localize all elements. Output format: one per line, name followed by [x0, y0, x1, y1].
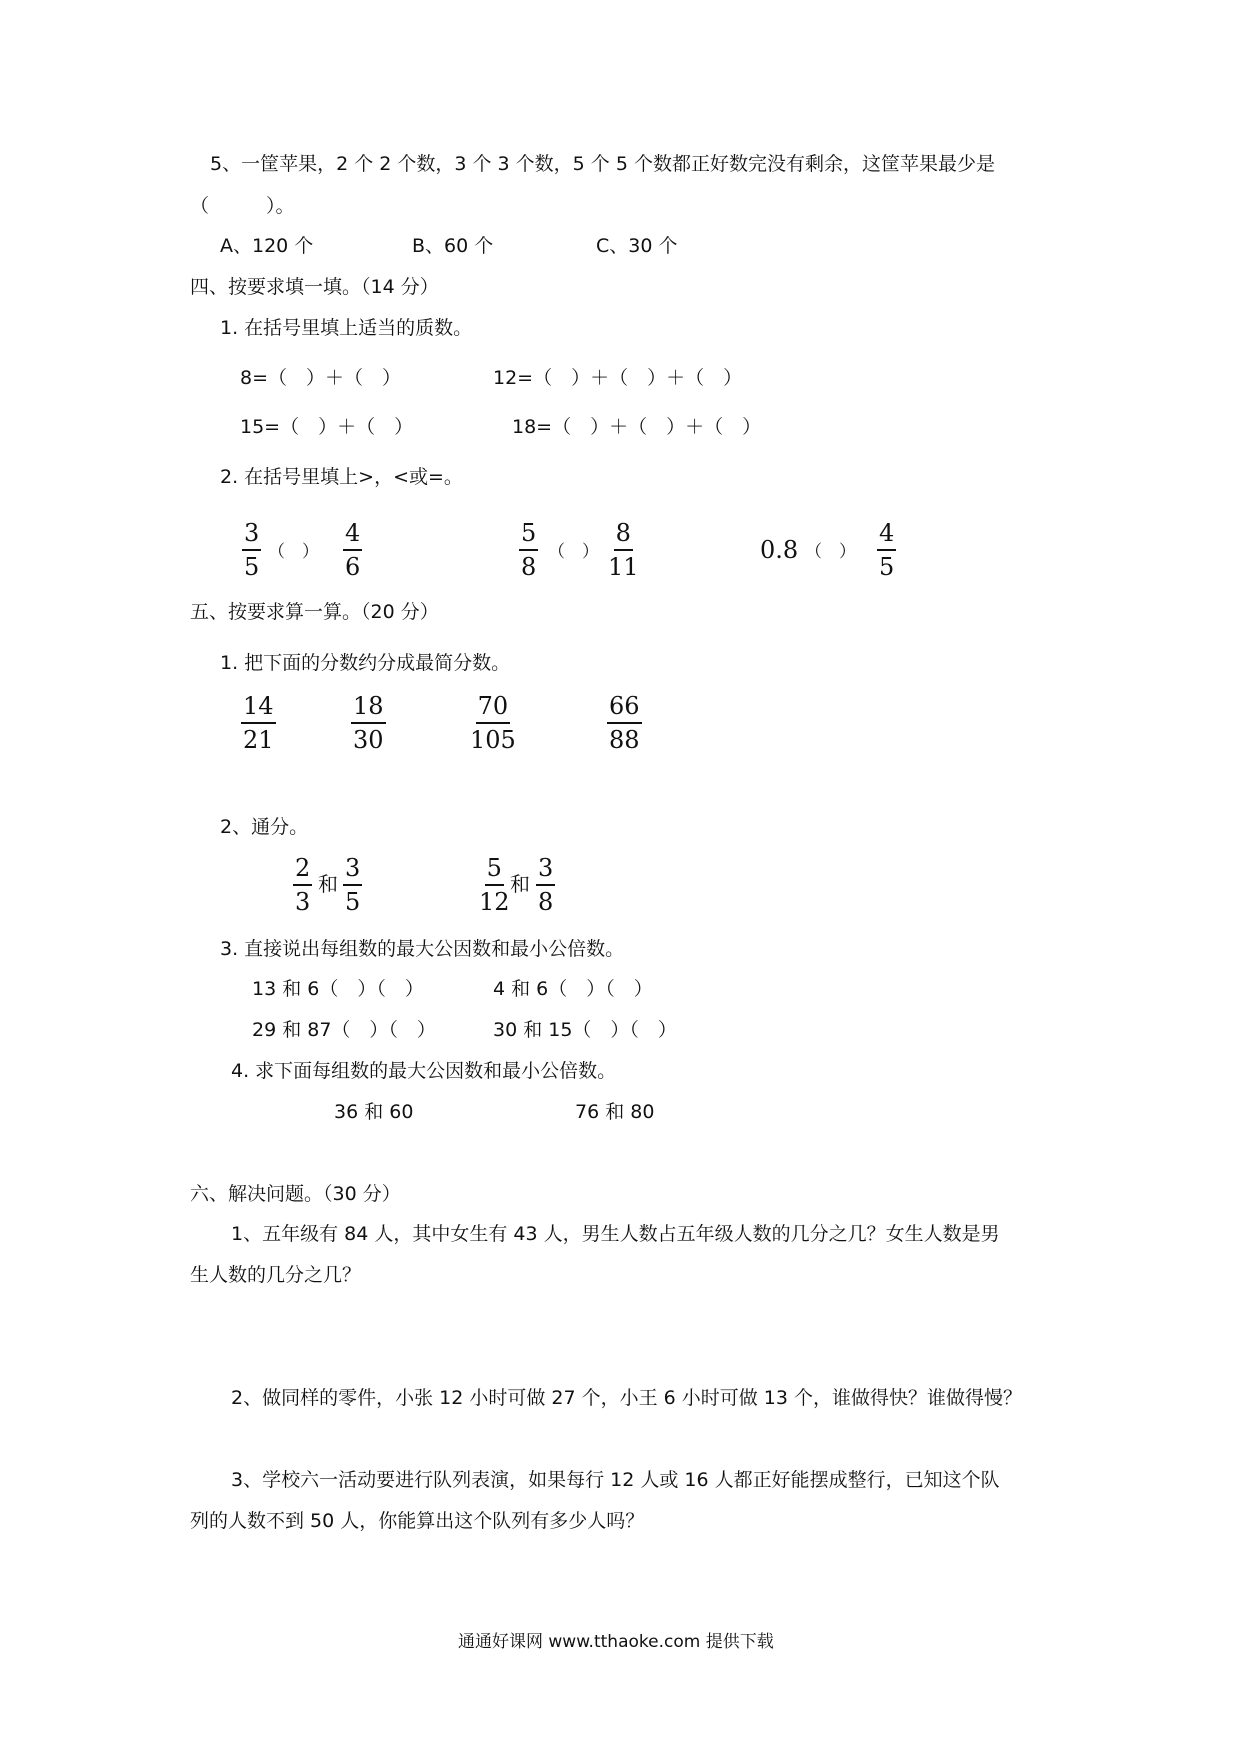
prime-sum-8: 8=（ ）＋（ ）	[240, 367, 402, 389]
section4-title: 四、按要求填一填。（14 分）	[190, 276, 439, 298]
compare2-fraction-b	[608, 519, 639, 581]
denominator: 30	[353, 726, 384, 754]
section4-part1-label: 1. 在括号里填上适当的质数。	[220, 317, 473, 339]
denominator: 21	[243, 726, 274, 754]
compare2-fraction-a	[519, 519, 538, 581]
gcd-lcm-row-3: 29 和 87（ ）（ ）	[252, 1019, 436, 1041]
compare3-decimal: 0.8	[760, 536, 799, 564]
compare2-blank: （ ）	[548, 542, 599, 562]
common-denominator-2-fraction-a	[479, 854, 510, 916]
section5-title: 五、按要求算一算。（20 分）	[190, 601, 439, 623]
prime-sum-12: 12=（ ）＋（ ）＋（ ）	[493, 367, 743, 389]
problem3-line1: 3、学校六一活动要进行队列表演，如果每行 12 人或 16 人都正好能摆成整行，已知这个队	[231, 1469, 1000, 1491]
simplify-fraction-3	[470, 692, 516, 754]
numerator: 70	[476, 692, 511, 724]
denominator: 12	[479, 888, 510, 916]
denominator: 8	[521, 553, 537, 581]
q5-option-b: B、60 个	[412, 235, 494, 257]
denominator: 5	[244, 553, 260, 581]
compare3-fraction	[877, 519, 896, 581]
q5-line1: 5、一筐苹果，2 个 2 个数，3 个 3 个数，5 个 5 个数都正好数完没有剩余，这筐苹果最少是	[210, 153, 995, 175]
q5-line2: （ ）。	[190, 195, 295, 217]
section5-part3-label: 3. 直接说出每组数的最大公因数和最小公倍数。	[220, 938, 625, 960]
problem1-line2: 生人数的几分之几？	[190, 1264, 362, 1286]
numerator: 14	[241, 692, 276, 724]
section6-title: 六、解决问题。（30 分）	[190, 1183, 401, 1205]
gcd-lcm-row-4: 30 和 15（ ）（ ）	[493, 1019, 677, 1041]
problem1-line1: 1、五年级有 84 人，其中女生有 43 人，男生人数占五年级人数的几分之几？女生人数是男	[231, 1223, 1000, 1245]
numerator: 3	[536, 854, 555, 886]
numerator: 18	[351, 692, 386, 724]
denominator: 8	[538, 888, 554, 916]
prime-sum-18: 18=（ ）＋（ ）＋（ ）	[512, 416, 762, 438]
numerator: 3	[343, 854, 362, 886]
denominator: 88	[609, 726, 640, 754]
section5-part4-label: 4. 求下面每组数的最大公因数和最小公倍数。	[231, 1060, 617, 1082]
simplify-fraction-1	[241, 692, 276, 754]
numerator: 4	[877, 519, 896, 551]
numerator: 2	[293, 854, 312, 886]
denominator: 5	[879, 553, 895, 581]
numerator: 66	[607, 692, 642, 724]
footer-source: 通通好课网 www.tthaoke.com 提供下载	[458, 1632, 774, 1652]
problem2: 2、做同样的零件，小张 12 小时可做 27 个，小王 6 小时可做 13 个，谁做得快？谁做得慢？	[231, 1387, 1023, 1409]
compare3-blank: （ ）	[805, 542, 856, 562]
simplify-fraction-4	[607, 692, 642, 754]
numerator: 4	[343, 519, 362, 551]
denominator: 11	[608, 553, 639, 581]
common-denominator-1-fraction-b	[343, 854, 362, 916]
gcd-lcm-row-2: 4 和 6（ ）（ ）	[493, 978, 653, 1000]
common-denominator-1-and: 和	[318, 872, 338, 896]
common-denominator-1-fraction-a	[293, 854, 312, 916]
numerator: 5	[519, 519, 538, 551]
numerator: 3	[242, 519, 261, 551]
denominator: 6	[345, 553, 361, 581]
common-denominator-2-fraction-b	[536, 854, 555, 916]
denominator: 5	[345, 888, 361, 916]
prime-sum-15: 15=（ ）＋（ ）	[240, 416, 414, 438]
q5-option-c: C、30 个	[596, 235, 678, 257]
number-pair-2: 76 和 80	[575, 1101, 655, 1123]
simplify-fraction-2	[351, 692, 386, 754]
compare1-fraction-a	[242, 519, 261, 581]
common-denominator-2-and: 和	[510, 872, 530, 896]
numerator: 5	[485, 854, 504, 886]
section4-part2-label: 2. 在括号里填上>，<或=。	[220, 466, 463, 488]
denominator: 3	[295, 888, 311, 916]
compare1-blank: （ ）	[268, 542, 319, 562]
numerator: 8	[614, 519, 633, 551]
section5-part2-label: 2、通分。	[220, 816, 309, 838]
denominator: 105	[470, 726, 516, 754]
gcd-lcm-row-1: 13 和 6（ ）（ ）	[252, 978, 424, 1000]
number-pair-1: 36 和 60	[334, 1101, 414, 1123]
compare1-fraction-b	[343, 519, 362, 581]
q5-option-a: A、120 个	[220, 235, 314, 257]
section5-part1-label: 1. 把下面的分数约分成最简分数。	[220, 652, 511, 674]
problem3-line2: 列的人数不到 50 人，你能算出这个队列有多少人吗？	[190, 1510, 645, 1532]
